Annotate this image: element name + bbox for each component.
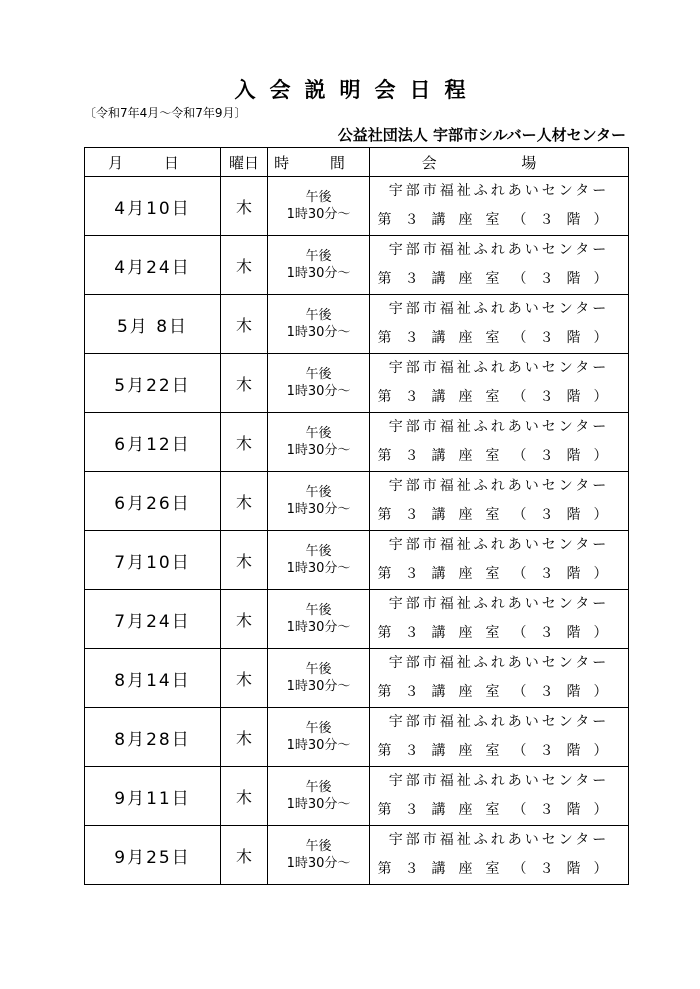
session-date: 8月28日 xyxy=(114,729,191,750)
venue-building: 宇部市福祉ふれあいセンター xyxy=(388,301,610,317)
schedule-table xyxy=(84,147,629,885)
venue-cell xyxy=(370,472,629,531)
venue-building: 宇部市福祉ふれあいセンター xyxy=(388,419,610,435)
venue-building: 宇部市福祉ふれあいセンター xyxy=(388,183,610,199)
date-cell xyxy=(85,767,221,826)
session-weekday: 木 xyxy=(235,669,252,689)
table-row xyxy=(85,295,629,354)
session-start-time: 1時30分～ xyxy=(286,561,351,576)
header-time: 時 間 xyxy=(268,148,370,177)
weekday-cell xyxy=(221,354,268,413)
header-weekday: 曜日 xyxy=(221,148,268,177)
session-date: 4月24日 xyxy=(114,257,191,278)
venue-room: 第３講座室（３階） xyxy=(377,448,621,464)
session-start-time: 1時30分～ xyxy=(286,797,351,812)
time-cell xyxy=(268,236,370,295)
session-start-time: 1時30分～ xyxy=(286,679,351,694)
header-venue: 会 場 xyxy=(370,148,629,177)
session-weekday: 木 xyxy=(235,610,252,630)
date-cell xyxy=(85,708,221,767)
session-weekday: 木 xyxy=(235,256,252,276)
session-time-period: 午後 xyxy=(305,603,332,618)
time-cell xyxy=(268,177,370,236)
session-start-time: 1時30分～ xyxy=(286,266,351,281)
weekday-cell xyxy=(221,472,268,531)
venue-cell xyxy=(370,236,629,295)
session-time-period: 午後 xyxy=(305,249,332,264)
organization-name: 公益社団法人 宇部市シルバー人材センター xyxy=(337,126,626,144)
page-title: 入会説明会日程 xyxy=(234,78,480,102)
time-cell xyxy=(268,413,370,472)
venue-room: 第３講座室（３階） xyxy=(377,271,621,287)
weekday-cell xyxy=(221,236,268,295)
session-date: 7月24日 xyxy=(114,611,191,632)
weekday-cell xyxy=(221,590,268,649)
session-start-time: 1時30分～ xyxy=(286,620,351,635)
time-cell xyxy=(268,708,370,767)
weekday-cell xyxy=(221,295,268,354)
table-row xyxy=(85,177,629,236)
venue-cell xyxy=(370,590,629,649)
session-start-time: 1時30分～ xyxy=(286,325,351,340)
venue-building: 宇部市福祉ふれあいセンター xyxy=(388,360,610,376)
session-start-time: 1時30分～ xyxy=(286,738,351,753)
time-cell xyxy=(268,767,370,826)
date-cell xyxy=(85,177,221,236)
weekday-cell xyxy=(221,708,268,767)
weekday-cell xyxy=(221,767,268,826)
table-row xyxy=(85,767,629,826)
session-start-time: 1時30分～ xyxy=(286,384,351,399)
session-weekday: 木 xyxy=(235,492,252,512)
table-header-row xyxy=(85,148,629,177)
weekday-cell xyxy=(221,177,268,236)
session-weekday: 木 xyxy=(235,787,252,807)
table-row xyxy=(85,531,629,590)
date-cell xyxy=(85,531,221,590)
session-time-period: 午後 xyxy=(305,721,332,736)
venue-building: 宇部市福祉ふれあいセンター xyxy=(388,596,610,612)
session-start-time: 1時30分～ xyxy=(286,856,351,871)
venue-room: 第３講座室（３階） xyxy=(377,330,621,346)
venue-room: 第３講座室（３階） xyxy=(377,507,621,523)
session-weekday: 木 xyxy=(235,433,252,453)
venue-room: 第３講座室（３階） xyxy=(377,743,621,759)
venue-building: 宇部市福祉ふれあいセンター xyxy=(388,242,610,258)
time-cell xyxy=(268,472,370,531)
venue-room: 第３講座室（３階） xyxy=(377,684,621,700)
date-cell xyxy=(85,472,221,531)
session-date: 9月25日 xyxy=(114,847,191,868)
time-cell xyxy=(268,354,370,413)
venue-cell xyxy=(370,826,629,885)
venue-room: 第３講座室（３階） xyxy=(377,802,621,818)
date-cell xyxy=(85,236,221,295)
venue-room: 第３講座室（３階） xyxy=(377,625,621,641)
time-cell xyxy=(268,531,370,590)
venue-building: 宇部市福祉ふれあいセンター xyxy=(388,773,610,789)
session-time-period: 午後 xyxy=(305,426,332,441)
weekday-cell xyxy=(221,649,268,708)
table-row xyxy=(85,708,629,767)
venue-room: 第３講座室（３階） xyxy=(377,212,621,228)
venue-building: 宇部市福祉ふれあいセンター xyxy=(388,537,610,553)
schedule-rows xyxy=(85,177,629,885)
session-date: 5月 8日 xyxy=(116,316,189,337)
session-date: 6月26日 xyxy=(114,493,191,514)
table-row xyxy=(85,236,629,295)
session-weekday: 木 xyxy=(235,728,252,748)
session-start-time: 1時30分～ xyxy=(286,502,351,517)
session-start-time: 1時30分～ xyxy=(286,443,351,458)
weekday-cell xyxy=(221,413,268,472)
weekday-cell xyxy=(221,826,268,885)
session-time-period: 午後 xyxy=(305,662,332,677)
date-cell xyxy=(85,590,221,649)
session-date: 8月14日 xyxy=(114,670,191,691)
table-row xyxy=(85,826,629,885)
session-weekday: 木 xyxy=(235,315,252,335)
venue-cell xyxy=(370,531,629,590)
venue-building: 宇部市福祉ふれあいセンター xyxy=(388,655,610,671)
time-cell xyxy=(268,649,370,708)
session-date: 6月12日 xyxy=(114,434,191,455)
venue-cell xyxy=(370,177,629,236)
date-cell xyxy=(85,295,221,354)
period-range: 〔令和7年4月～令和7年9月〕 xyxy=(84,106,247,120)
venue-building: 宇部市福祉ふれあいセンター xyxy=(388,714,610,730)
session-time-period: 午後 xyxy=(305,308,332,323)
table-row xyxy=(85,354,629,413)
table-row xyxy=(85,590,629,649)
venue-room: 第３講座室（３階） xyxy=(377,861,621,877)
venue-cell xyxy=(370,708,629,767)
session-time-period: 午後 xyxy=(305,367,332,382)
session-weekday: 木 xyxy=(235,197,252,217)
venue-building: 宇部市福祉ふれあいセンター xyxy=(388,832,610,848)
venue-room: 第３講座室（３階） xyxy=(377,389,621,405)
weekday-cell xyxy=(221,531,268,590)
date-cell xyxy=(85,354,221,413)
session-time-period: 午後 xyxy=(305,190,332,205)
session-time-period: 午後 xyxy=(305,839,332,854)
session-time-period: 午後 xyxy=(305,544,332,559)
session-start-time: 1時30分～ xyxy=(286,207,351,222)
session-weekday: 木 xyxy=(235,374,252,394)
session-time-period: 午後 xyxy=(305,780,332,795)
venue-cell xyxy=(370,413,629,472)
table-row xyxy=(85,649,629,708)
session-weekday: 木 xyxy=(235,551,252,571)
session-date: 7月10日 xyxy=(114,552,191,573)
header-date: 月 日 xyxy=(85,148,221,177)
time-cell xyxy=(268,826,370,885)
venue-cell xyxy=(370,767,629,826)
session-time-period: 午後 xyxy=(305,485,332,500)
time-cell xyxy=(268,295,370,354)
date-cell xyxy=(85,826,221,885)
venue-cell xyxy=(370,354,629,413)
date-cell xyxy=(85,649,221,708)
time-cell xyxy=(268,590,370,649)
table-row xyxy=(85,472,629,531)
session-weekday: 木 xyxy=(235,846,252,866)
venue-room: 第３講座室（３階） xyxy=(377,566,621,582)
session-date: 5月22日 xyxy=(114,375,191,396)
date-cell xyxy=(85,413,221,472)
session-date: 4月10日 xyxy=(114,198,191,219)
venue-building: 宇部市福祉ふれあいセンター xyxy=(388,478,610,494)
table-row xyxy=(85,413,629,472)
venue-cell xyxy=(370,649,629,708)
session-date: 9月11日 xyxy=(114,788,191,809)
venue-cell xyxy=(370,295,629,354)
